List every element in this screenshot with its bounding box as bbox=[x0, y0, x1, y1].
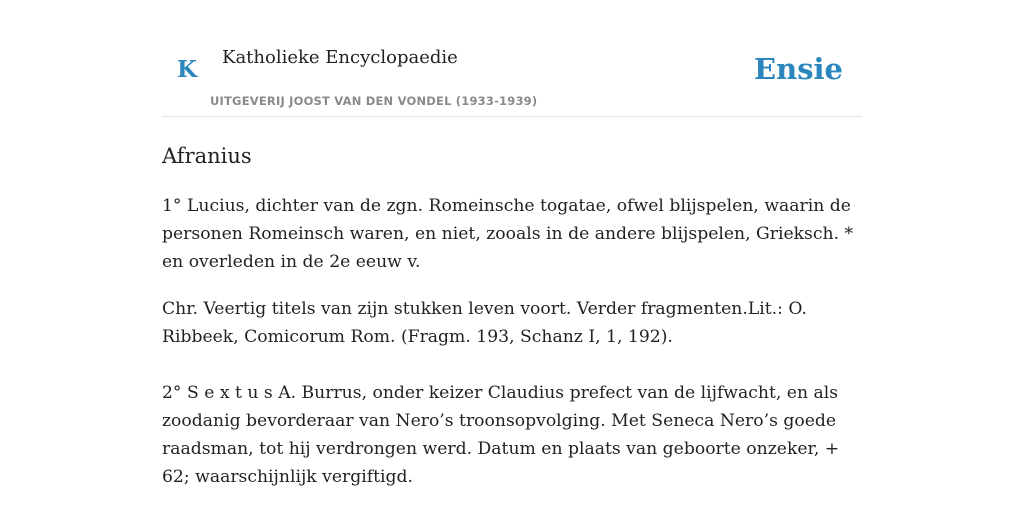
publication-title[interactable]: Katholieke Encyclopaedie bbox=[222, 47, 458, 68]
header bbox=[162, 0, 862, 117]
entry-content bbox=[162, 141, 862, 491]
entry-title: Afranius bbox=[162, 144, 252, 168]
site-logo[interactable]: Ensie bbox=[754, 52, 843, 86]
entry-paragraph-1: 1° Lucius, dichter van de zgn. Romeinsche togatae, ofwel blijspelen, waarin de personen Romeinsch waren, en niet, zooals in de andere blijspelen, Grieksch. * en overleden in de 2e eeuw v. bbox=[162, 196, 854, 272]
page bbox=[162, 0, 862, 491]
publication-subtitle: UITGEVERIJ JOOST VAN DEN VONDEL (1933-1939) bbox=[210, 94, 538, 108]
publication-logo-icon[interactable]: K bbox=[177, 56, 197, 83]
entry-paragraph-3: 2° S e x t u s A. Burrus, onder keizer Claudius prefect van de lijfwacht, en als zoodanig bevorderaar van Nero’s troonsopvolging. Met Seneca Nero’s goede raadsman, tot hij verdrongen werd. Datum en plaats van geboorte onzeker, + 62; waarschijnlijk vergiftigd. bbox=[162, 383, 840, 487]
entry-paragraph-2: Chr. Veertig titels van zijn stukken leven voort. Verder fragmenten.Lit.: O. Ribbeek, Comicorum Rom. (Fragm. 193, Schanz I, 1, 192). bbox=[162, 299, 807, 347]
